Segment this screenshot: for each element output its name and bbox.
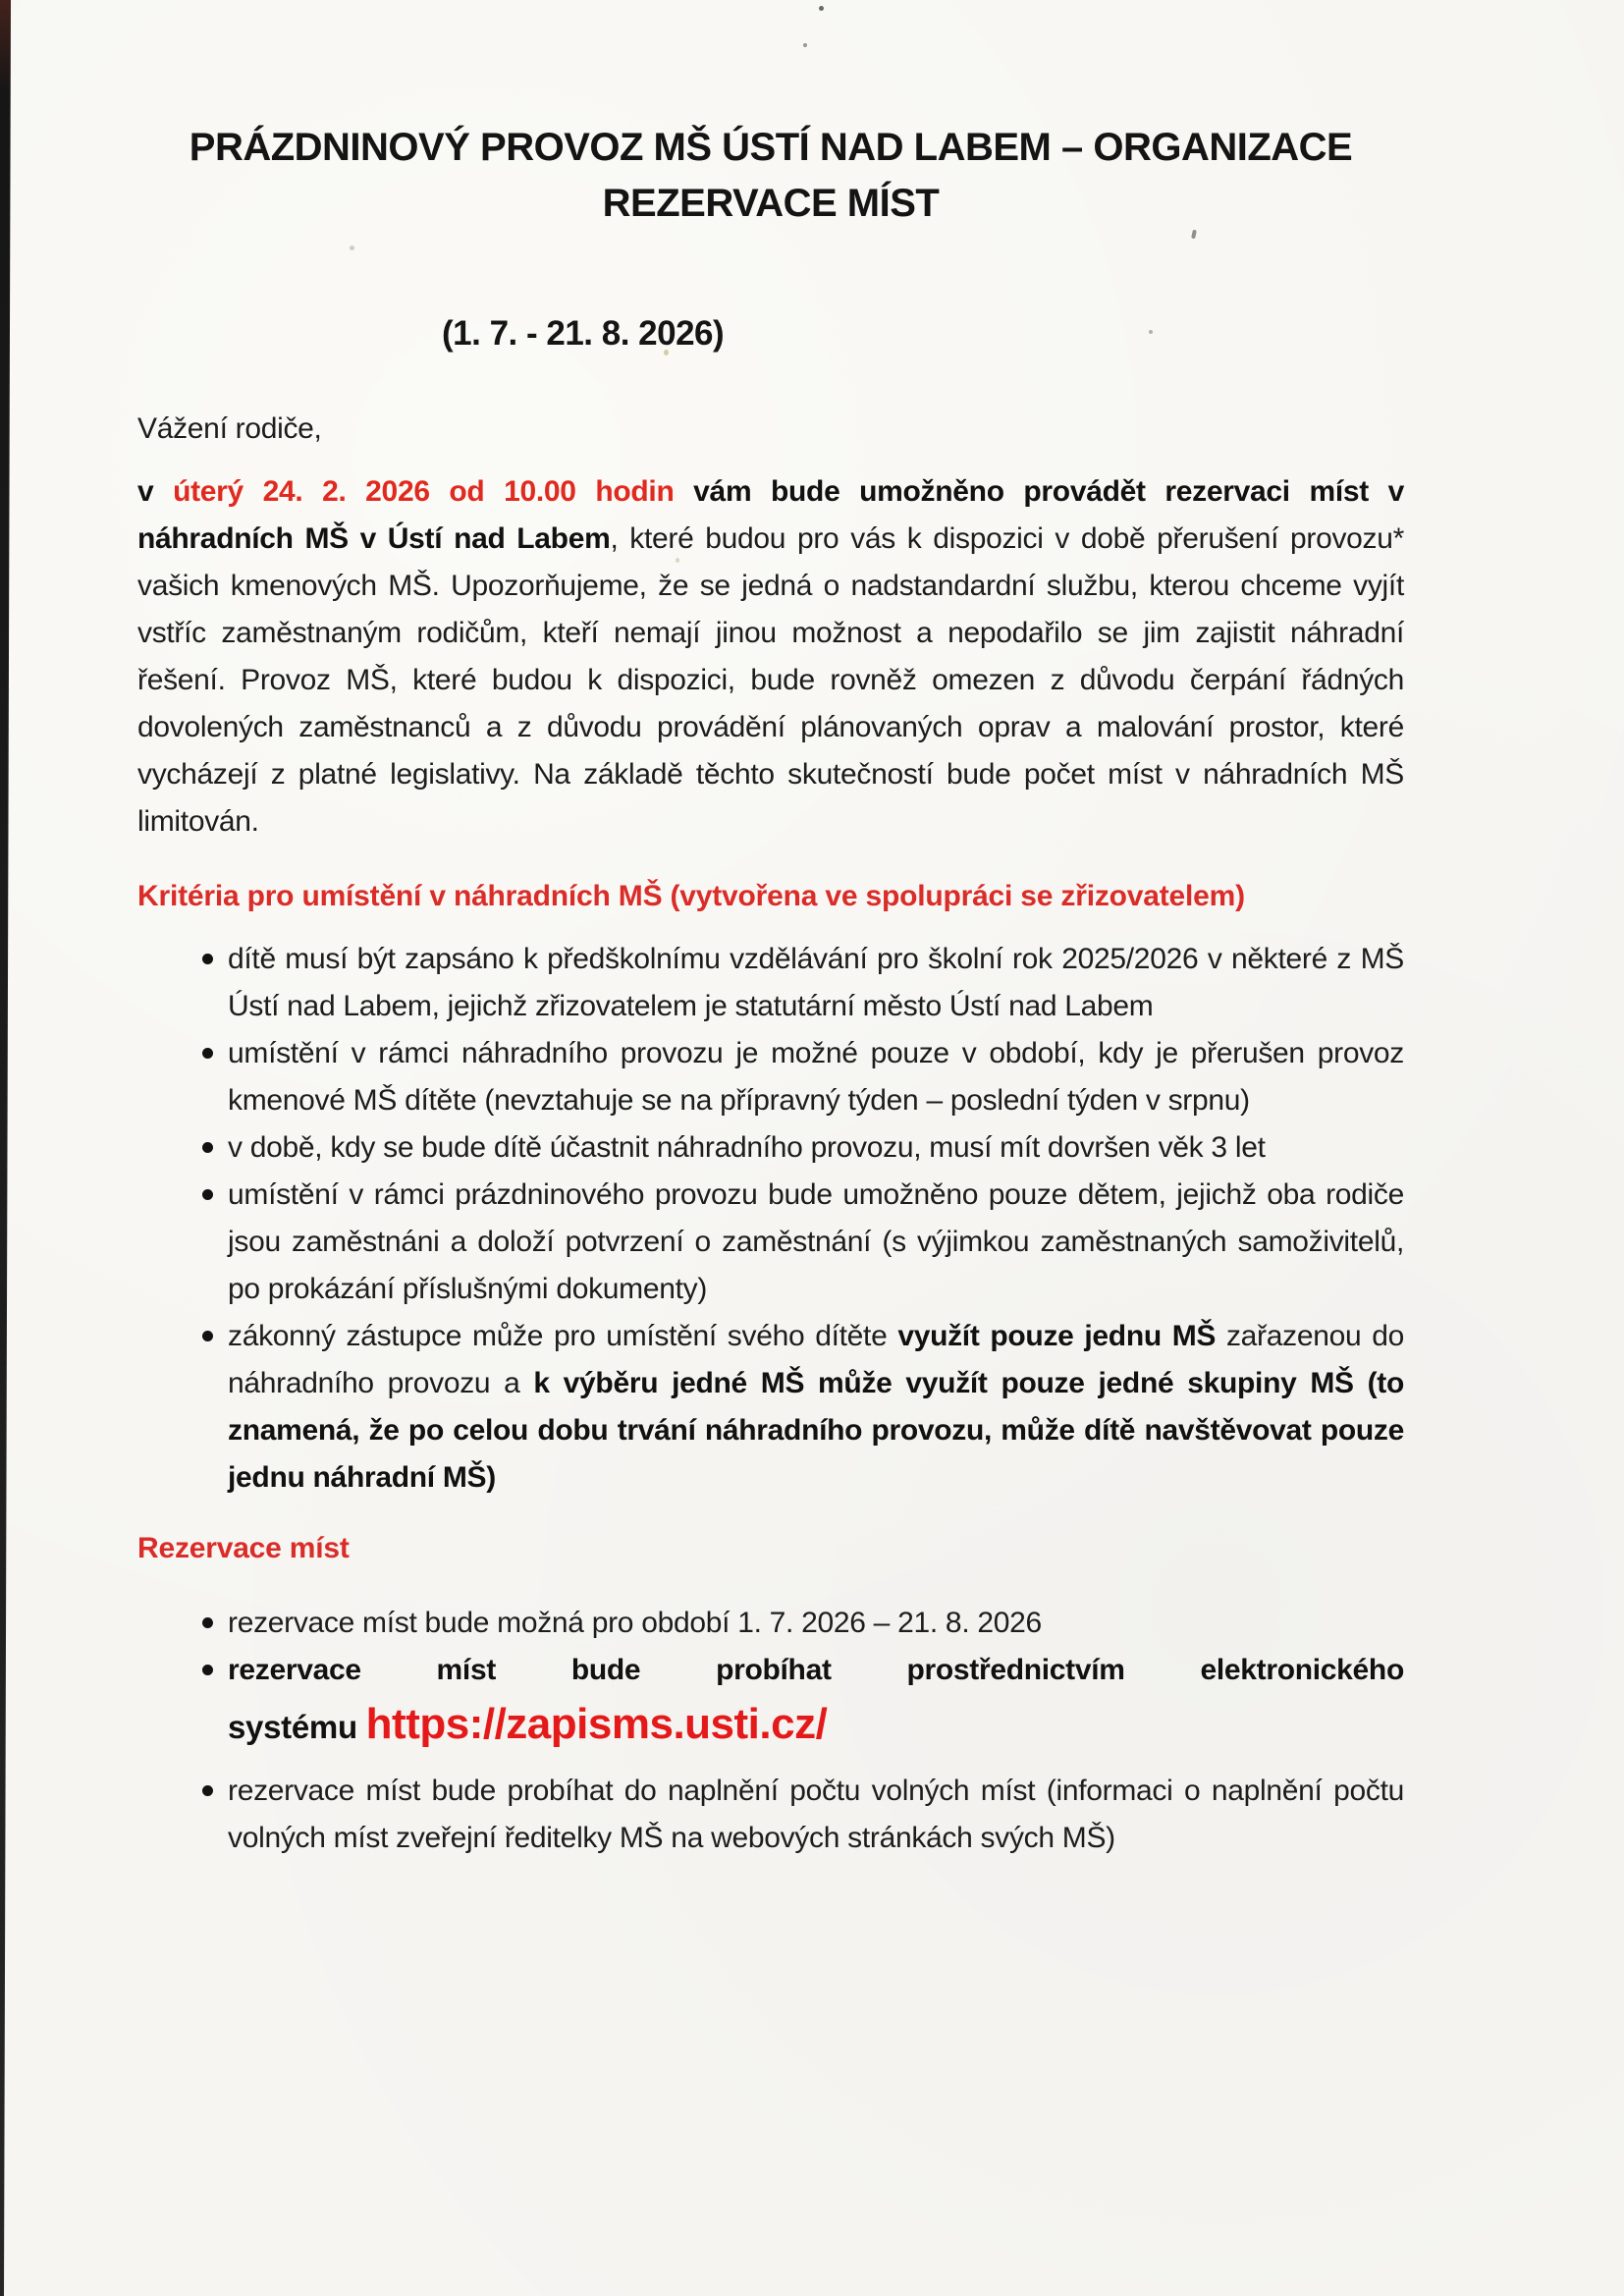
list-item — [137, 1030, 1404, 1124]
bullet-icon — [202, 1048, 213, 1059]
intro-bold-text: vám bude umožněno provádět rezervaci míst v náhradních MŠ v Ústí nad Labem — [137, 475, 1404, 555]
bullet-text: umístění v rámci prázdninového provozu bude umožněno pouze dětem, jejichž oba rodiče jsou zaměstnáni a doloží potvrzení o zaměstnání (s výjimkou zaměstnaných samoživitelů, po prokázání příslušnými dokumenty) — [228, 1178, 1404, 1305]
intro-paragraph — [137, 468, 1404, 846]
list-item — [137, 1768, 1404, 1862]
document-content — [137, 0, 1404, 1862]
system-label: systému — [228, 1709, 366, 1745]
intro-date-highlight: úterý 24. 2. 2026 od 10.00 hodin — [173, 475, 675, 508]
criteria-list — [137, 936, 1404, 1502]
bullet-text-bold-segment: využít pouze jednu MŠ — [897, 1320, 1217, 1352]
bullet-text-bold-segment: k výběru jedné MŠ může využít pouze jedné skupiny MŠ (to znamená, že po celou dobu trvání náhradního provozu, může dítě navštěvovat pouze jednu náhradní MŠ) — [228, 1367, 1405, 1494]
document-title — [137, 120, 1404, 232]
title-line-1: PRÁZDNINOVÝ PROVOZ MŠ ÚSTÍ NAD LABEM – ORGANIZACE — [189, 126, 1353, 169]
reservation-url-link[interactable]: https://zapisms.usti.cz/ — [365, 1700, 828, 1748]
system-link-line — [228, 1694, 1404, 1760]
bullet-text: v době, kdy se bude dítě účastnit náhradního provozu, musí mít dovršen věk 3 let — [228, 1131, 1266, 1164]
bullet-icon — [202, 1785, 213, 1796]
reservation-heading: Rezervace míst — [137, 1532, 350, 1564]
bullet-text — [228, 1647, 1404, 1760]
criteria-heading: Kritéria pro umístění v náhradních MŠ (vytvořena ve spolupráci se zřizovatelem) — [137, 880, 1245, 912]
bullet-text: umístění v rámci náhradního provozu je možné pouze v období, kdy je přerušen provoz kmenové MŠ dítěte (nevztahuje se na přípravný týden – poslední týden v srpnu) — [228, 1037, 1404, 1117]
scan-edge-shadow — [0, 0, 14, 2296]
intro-body-text: , které budou pro vás k dispozici v době přerušení provozu* vašich kmenových MŠ. Upozorňujeme, že se jedná o nadstandardní službu, kterou chceme vyjít vstříc zaměstnaným rodičům, kteří nemají jinou možnost a nepodařilo se jim zajistit náhradní řešení. Provoz MŠ, které budou k dispozici, bude rovněž omezen z důvodu čerpání řádných dovolených zaměstnanců a z důvodu provádění plánovaných oprav a malování prostor, které vycházejí z platné legislativy. Na základě těchto skutečností bude počet míst v náhradních MŠ limitován. — [137, 522, 1404, 838]
bullet-text: rezervace míst bude probíhat do naplnění počtu volných míst (informaci o naplnění počtu volných míst zveřejní ředitelky MŠ na webových stránkách svých MŠ) — [228, 1775, 1404, 1854]
list-item — [137, 1172, 1404, 1313]
bullet-icon — [202, 1189, 213, 1200]
bullet-text-line: rezervace míst bude probíhat prostřednictvím elektronického — [228, 1654, 1404, 1686]
list-item — [137, 936, 1404, 1030]
reservation-list — [137, 1600, 1404, 1862]
date-range: (1. 7. - 21. 8. 2026) — [442, 314, 725, 353]
list-item — [137, 1124, 1404, 1172]
bullet-icon — [202, 1331, 213, 1341]
list-item — [137, 1313, 1404, 1502]
salutation: Vážení rodiče, — [137, 412, 322, 445]
list-item — [137, 1647, 1404, 1760]
list-item — [137, 1600, 1404, 1647]
bullet-icon — [202, 1665, 213, 1675]
title-line-2: REZERVACE MÍST — [602, 182, 940, 225]
bullet-text: rezervace míst bude možná pro období 1. 7. 2026 – 21. 8. 2026 — [228, 1607, 1042, 1639]
bullet-text: dítě musí být zapsáno k předškolnímu vzdělávání pro školní rok 2025/2026 v některé z MŠ Ústí nad Labem, jejichž zřizovatelem je statutární město Ústí nad Labem — [228, 943, 1404, 1022]
bullet-text-segment: zařazenou do náhradního provozu a — [228, 1320, 1404, 1399]
intro-bold-prefix: v — [137, 475, 174, 508]
bullet-icon — [202, 1142, 213, 1153]
bullet-icon — [202, 1617, 213, 1628]
bullet-text — [228, 1320, 1404, 1494]
bullet-icon — [202, 954, 213, 964]
bullet-text-segment: zákonný zástupce může pro umístění svého dítěte — [228, 1320, 898, 1352]
